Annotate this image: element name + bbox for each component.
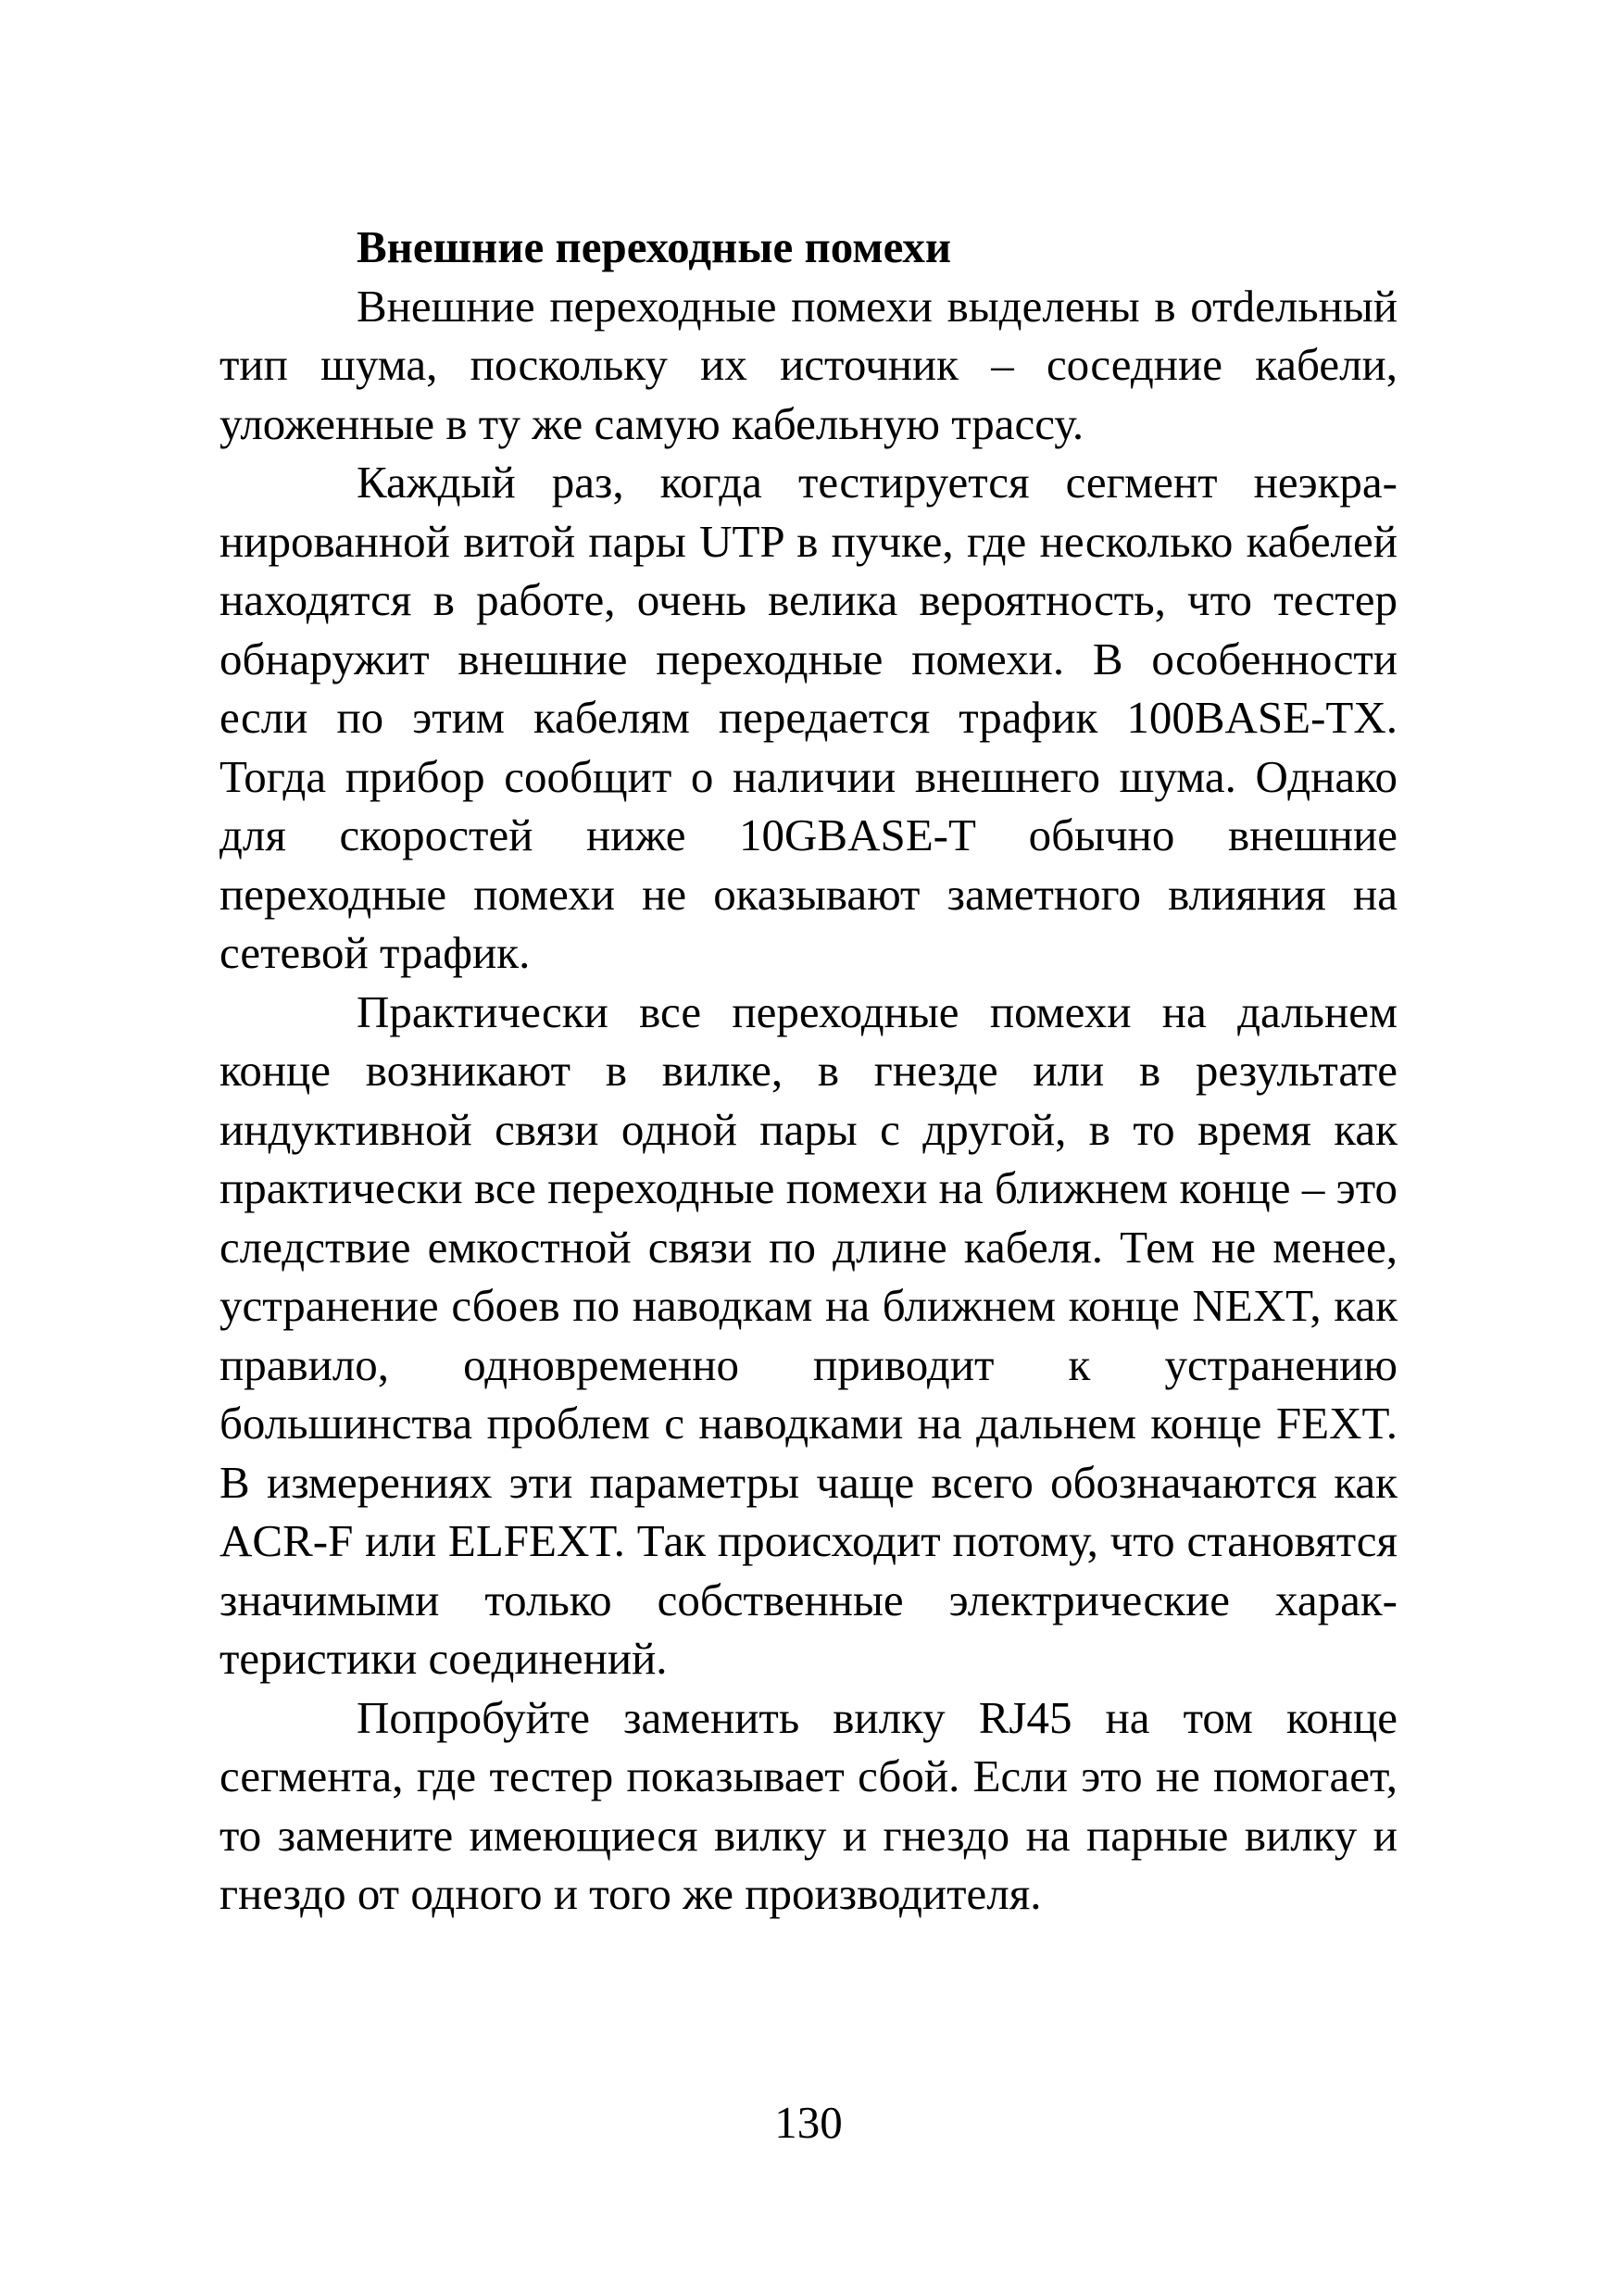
paragraph-4: Попробуйте заменить вилку RJ45 на том конце сегмента, где тестер показывает сбой. Если это не помогает, то замените имеющиеся вилку и гнездо на парные вилку и гнездо от одного и того же производителя. bbox=[219, 1691, 1398, 1919]
page-number: 130 bbox=[774, 2097, 843, 2148]
paragraph-3: Практически все переходные помехи на дальнем конце возникают в вилке, в гнезде или в результате индуктивной связи одной пары с другой, в то время как практически все переходные помехи на ближнем конце – это следствие емкостной связи по длине кабеля. Тем не менее, устранение сбоев по наводкам на ближнем конце NEXT, как правило, одновременно приводит к устранению большинства проблем с наводками на дальнем конце FEXT. В измерениях эти параметры чаще всего обозначаются как ACR-F или ELFEXT. Так происходит потому, что становятся значимыми только собственные электрические характеристики соединений. bbox=[219, 985, 1398, 1684]
section-heading: Внешние переходные помехи bbox=[357, 221, 952, 272]
page-body bbox=[219, 218, 1398, 1924]
paragraph-1: Внешние переходные помехи выделены в отdельный тип шума, поскольку их источник – соседние кабели, уложенные в ту же самую кабельную трассу. bbox=[219, 280, 1398, 449]
paragraph-2: Каждый раз, когда тестируется сегмент неэкранированной витой пары UTP в пучке, где несколько кабелей находятся в работе, очень велика вероятность, что тестер обнаружит внешние переходные помехи. В особенности если по этим кабелям передается трафик 100BASE-TX. Тогда прибор сообщит о наличии внешнего шума. Однако для скоростей ниже 10GBASE-T обычно внешние переходные помехи не оказывают заметного влияния на сетевой трафик. bbox=[219, 457, 1398, 978]
